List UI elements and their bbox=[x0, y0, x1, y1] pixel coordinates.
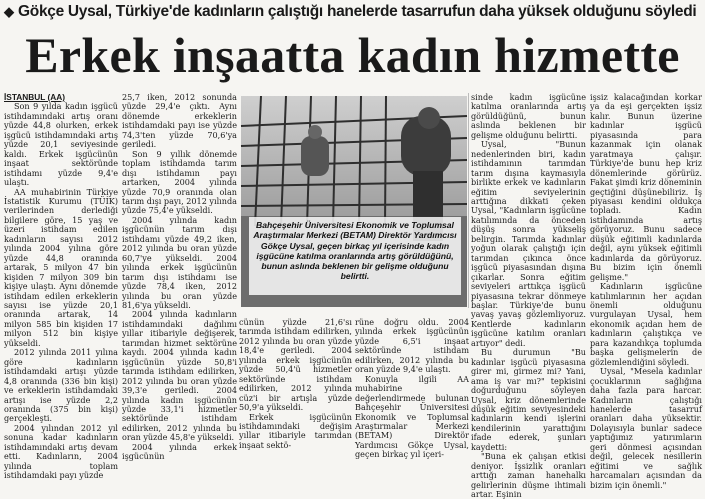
paragraph: Uysal, "Bunun nedenlerinden biri, kadın istihdamının tarımdan tarım dışına kaymasıyla birlikte erkek ve kadınların eğitim seviyelerinin arttığına dikkati çeken Uysal, "Kadınların işgücüne katılımında da önceden düşüş sonra yükseliş belirgin. Tarımda kadınlar yoğun olarak çalıştığı için tarımdan çıkınca önce işgücü piyasasından dışına çıkarlar. Sonra eğitim seviyeleri arttıkça işgücü piyasasına tekrar dönmeye başlar. Türkiye'de bunu yavaş yavaş gözlemliyoruz. Kentlerde kadınların işgücüne katılım oranları artıyor" dedi. bbox=[471, 139, 586, 348]
paragraph: Kadınların işgücüne katılımlarının her açıdan önemli olduğunu vurgulayan Uysal, hem ekonomik açıdan hem de kadınların çalıştıkça ve para kazandıkça toplumda başka gelişmelerin de gözlemlendiğini söyledi. bbox=[590, 281, 702, 367]
paragraph: 25,7 iken, 2012 sonunda yüzde 29,4'e çıktı. Aynı dönemde erkeklerin istihdamdaki payı ise yüzde 74,3'ten yüzde 70,6'ya geriledi. bbox=[122, 92, 237, 150]
article-column-4 bbox=[355, 317, 469, 460]
paragraph: sinde kadın işgücüne katılma oranlarında artış görüldüğünü, bunun aslında beklenen bir gelişme olduğunu belirtti. bbox=[471, 92, 586, 140]
paragraph: "Buna ek çalışan etkisi deniyor. İşsizlik oranları arttığı zaman hanehalkı gelirlerinin düşme ihtimali artar. Eşinin bbox=[471, 451, 586, 499]
paragraph: 2004 yılında kadın işgücünün tarım dışı istihdamı yüzde 49,2 iken, 2012 yılında bu oran yüzde 60,7'ye yükseldi. 2004 yılında erkek işgücünün tarım dışı istihdamı ise yüzde 78,4 iken, 2012 yılında bu oran yüzde 81,6'ya yükseldi. bbox=[122, 214, 237, 310]
diamond-bullet-icon: ◆ bbox=[4, 4, 14, 19]
headline: Erkek inşaatta kadın hizmette bbox=[25, 27, 680, 83]
paragraph: cünün yüzde 21,6'sı tarımda istihdam edilirken, 2012 yılında bu oran yüzde 18,4'e geriledi. 2004 yılında erkek işgücünün yüzde 50,4'ü hizmetler sektöründe istihdam edilirken, 2012 yılında cüz'i bir artışla yüzde 50,9'a yükseldi. bbox=[239, 317, 352, 413]
paragraph: 2004 yılında erkek işgücünün bbox=[122, 441, 237, 462]
paragraph: Uysal, "Mesela kadınlar çocuklarının sağlığına daha fazla para harcar. Kadınların çalıştığı hanelerde tasarruf oranları daha yüksektir. Dolayısıyla bunlar sadece yaptığımız yatırımların geri dönmesi açısından değil, gelecek nesillerin eğitimi ve sağlık harcamaları açısından da bizim için önemli." bbox=[590, 366, 702, 490]
paragraph: Konuyla ilgili AA muhabirine değerlendirmede bulunan Bahçeşehir Üniversitesi Ekonomik ve Toplumsal Araştırmalar Merkezi (BETAM) Direktör Yardımcısı Gökçe Uysal, geçen birkaç yıl içeri- bbox=[355, 373, 469, 460]
photo-caption: Bahçeşehir Üniversitesi Ekonomik ve Toplumsal Araştırmalar Merkezi (BETAM) Direktör Yardımcısı Gökçe Uysal, geçen birkaç yıl içerisinde kadın işgücüne katılma oranlarında artış görüldüğünü, bunun aslında beklenen bir gelişme olduğunu belirtti. bbox=[249, 217, 461, 295]
article-column-5 bbox=[471, 92, 586, 499]
paragraph: Son 9 yıllık dönemde toplam istihdamda tarım dışı istihdamın payı artarken, 2004 yılında yüzde 70,9 oranında olan tarım dışı payı, 2012 yılında yüzde 75,4'e yükseldi. bbox=[122, 148, 237, 216]
article-column-2 bbox=[122, 92, 237, 462]
paragraph: işsiz kalacağından korkar ya da eşi gerçekten işsiz kalır. Bunun üzerine kadınlar işgücü piyasasında para kazanmak için olanak yaratmaya çalışır. Türkiye'de bunu hep kriz dönemlerinde görürüz. Fakat şimdi kriz döneminin geçtiğini düşünebiliriz. İş piyasası kendini oldukça topladı. Kadın istihdamında artış görüyoruz. Bunu sadece düşük eğitimli kadınlarda değil, aynı yüksek eğitimli kadınlarda da görüyoruz. Bu bizim için önemli gelişme." bbox=[590, 92, 702, 282]
kicker-text: Gökçe Uysal, Türkiye'de kadınların çalıştığı hanelerde tasarrufun daha yüksek olduğunu söyledi bbox=[18, 3, 697, 20]
paragraph: 2004 yılında kadınların istihdamındaki dağılımı yıllar itibariyle değişerek, tarımdan hizmet sektörüne kaydı. 2004 yılında kadın işgücünün yüzde 50,8'i tarımda istihdam edilirken, 2012 yılında bu oran yüzde 39,3'e geriledi. 2004 yılında kadın işgücünün yüzde 33,1'i hizmetler sektöründe istihdam edilirken, 2012 yılında bu oran yüzde 45,8'e yükseldi. bbox=[122, 309, 237, 443]
photo-divider bbox=[468, 93, 469, 308]
article-column-3 bbox=[239, 317, 352, 450]
article-column-6 bbox=[590, 92, 702, 490]
paragraph: rüne doğru oldu. 2004 yılında erkek işgücünün yüzde 6,5'i inşaat sektöründe istihdam edilirken, 2012 yılında bu oran yüzde 9,4'e ulaştı. bbox=[355, 317, 469, 375]
paragraph: Erkek işgücünün istihdamındaki değişim yıllar itibariyle tarımdan inşaat sektö- bbox=[239, 411, 352, 450]
paragraph: 2004 yılından 2012 yıl sonuna kadar kadınların istihdamındaki artış devam etti. Kadınların, 2004 yılında toplam istihdamdaki payı yüzde bbox=[4, 422, 118, 481]
byline: İSTANBUL (AA) bbox=[4, 92, 65, 102]
paragraph: 2012 yılında 2011 yılına göre kadınların istihdamdaki artışı yüzde 4,8 oranında (336 bin kişi) ve erkeklerin istihdamdaki artışı ise yüzde 2,2 oranında (375 bin kişi) gerçekleşti. bbox=[4, 347, 118, 424]
paragraph: Son 9 yılda kadın işgücü istihdamındaki artış oranı yüzde 44,8 olurken, erkek işgücü istihdamındaki artış yüzde 20,1 seviyesinde kaldı. Erkek işgücünün inşaat sektöründe istihdamı yüzde 9,4'e ulaştı. bbox=[4, 101, 118, 188]
paragraph: Bu durumun "Bu kadınlar işgücü piyasasına girer mi, girmez mi? Yani, ama iş var mı?" tepkisini doğurduğunu söyleyen Uysal, kriz dönemlerinde düşük eğitim seviyesindeki kadınların kendi işlerini kendilerinin yarattığını ifade ederek, şunları kaydetti: bbox=[471, 347, 586, 452]
article-column-1 bbox=[4, 92, 118, 481]
paragraph: AA muhabirinin Türkiye İstatistik Kurumu (TÜİK) verilerinden derlediği bilgilere göre, 15 yaş ve üzeri istihdam edilen kadınların sayısı 2012 yılında 2004 yılına göre yüzde 44,8 oranında artarak, 5 milyon 47 bin kişiden 7 milyon 309 bin kişiye ulaştı. Aynı dönemde istihdam edilen erkeklerin sayısı ise yüzde 20,1 oranında artarak, 14 milyon 585 bin kişiden 17 milyon 512 bin kişiye yükseldi. bbox=[4, 186, 118, 348]
kicker-subheadline bbox=[4, 3, 701, 23]
